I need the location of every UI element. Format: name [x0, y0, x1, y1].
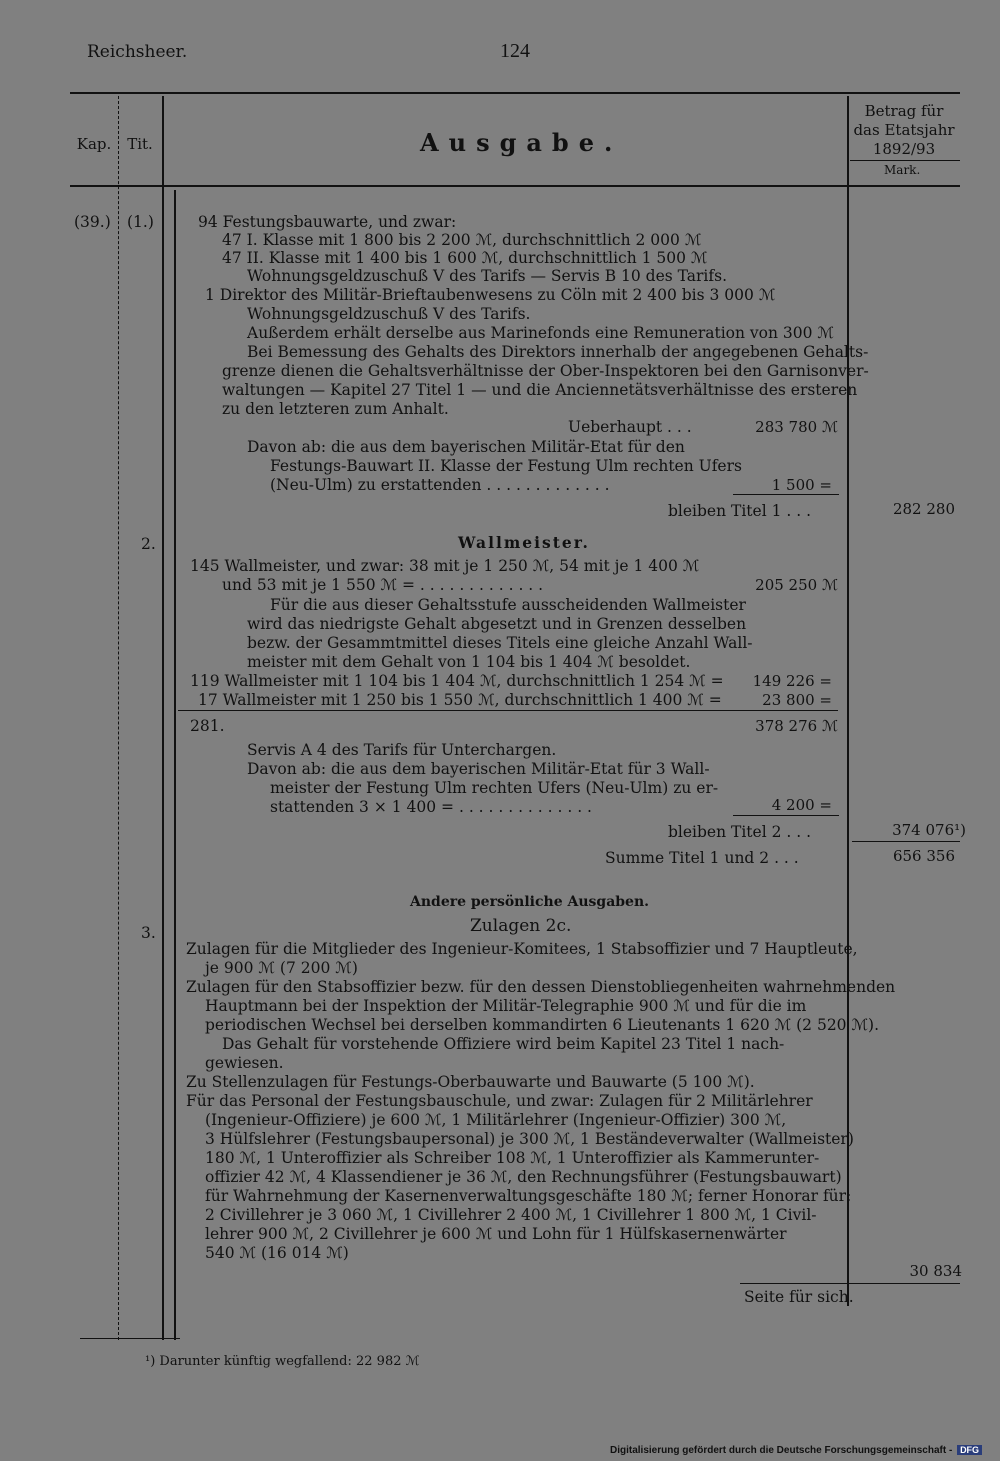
betrag-line-2: das Etatsjahr — [853, 121, 955, 139]
col-head-tit: Tit. — [127, 135, 153, 153]
text-line: 2 Civillehrer je 3 060 ℳ, 1 Civillehrer 2 400 ℳ, 1 Civillehrer 1 800 ℳ, 1 Civil- — [205, 1206, 817, 1224]
text-line: 1 Direktor des Militär-Brieftaubenwesens zu Cöln mit 2 400 bis 3 000 ℳ — [205, 286, 776, 304]
page-number: 124 — [500, 40, 530, 62]
text-line: zu den letzteren zum Anhalt. — [222, 400, 449, 418]
dfg-logo: DFG — [957, 1445, 982, 1455]
text-line: (Ingenieur-Offiziere) je 600 ℳ, 1 Militärlehrer (Ingenieur-Offizier) 300 ℳ, — [205, 1111, 787, 1129]
subtotal-rule — [733, 815, 839, 816]
text-line: Seite für sich. — [744, 1288, 854, 1306]
table-top-rule — [70, 92, 960, 94]
col-rule-amount — [847, 96, 849, 1306]
amount-summe: 656 356 — [892, 847, 955, 865]
text-line: Zulagen für die Mitglieder des Ingenieur-Komitees, 1 Stabsoffizier und 7 Hauptleute, — [186, 940, 858, 958]
text-line: und 53 mit je 1 550 ℳ = . . . . . . . . . . . . . — [222, 576, 544, 594]
text-line: Für das Personal der Festungsbauschule, und zwar: Zulagen für 2 Militärlehrer — [186, 1092, 813, 1110]
text-line: 119 Wallmeister mit 1 104 bis 1 404 ℳ, durchschnittlich 1 254 ℳ = — [190, 672, 724, 690]
text-line: bleiben Titel 1 . . . — [668, 502, 812, 520]
table-head-rule — [70, 185, 960, 187]
amount-ueberhaupt: 283 780 ℳ — [755, 418, 838, 436]
text-line: Wohnungsgeldzuschuß V des Tarifs — Servis B 10 des Tarifs. — [247, 267, 728, 285]
text-line: (Neu-Ulm) zu erstattenden . . . . . . . . . . . . . — [270, 476, 610, 494]
text-line: gewiesen. — [205, 1054, 284, 1072]
text-line: Festungs-Bauwart II. Klasse der Festung Ulm rechten Ufers — [270, 457, 742, 475]
amount-17: 23 800 = — [762, 691, 832, 709]
amount-wallmeister: 205 250 ℳ — [755, 576, 838, 594]
text-line: Davon ab: die aus dem bayerischen Militär-Etat für 3 Wall- — [247, 760, 710, 778]
amount-titel-1: 282 280 — [892, 500, 955, 518]
tit-number-2: 2. — [141, 535, 156, 553]
total-rule — [852, 841, 960, 842]
col-rule-text — [174, 190, 176, 1340]
text-line: Summe Titel 1 und 2 . . . — [605, 849, 799, 867]
col-head-kap: Kap. — [76, 135, 112, 153]
betrag-rule — [850, 160, 960, 161]
text-line: 17 Wallmeister mit 1 250 bis 1 550 ℳ, durchschnittlich 1 400 ℳ = — [198, 691, 722, 709]
page-total-rule — [740, 1283, 960, 1284]
table-bottom-rule — [80, 1338, 180, 1339]
text-line: je 900 ℳ (7 200 ℳ) — [205, 959, 358, 977]
betrag-line-3: 1892/93 — [872, 140, 936, 158]
kap-number: (39.) — [74, 213, 111, 231]
section-heading-andere: Andere persönliche Ausgaben. — [410, 894, 650, 910]
col-rule-kap — [118, 96, 120, 1340]
subtotal-rule — [733, 494, 839, 495]
text-line: bezw. der Gesammtmittel dieses Titels eine gleiche Anzahl Wall- — [247, 634, 753, 652]
col-head-mark: Mark. — [884, 163, 921, 177]
text-line: Davon ab: die aus dem bayerischen Militär-Etat für den — [247, 438, 685, 456]
text-line: meister der Festung Ulm rechten Ufers (Neu-Ulm) zu er- — [270, 779, 719, 797]
text-line: 94 Festungsbauwarte, und zwar: — [198, 213, 457, 231]
text-line: periodischen Wechsel bei derselben kommandirten 6 Lieutenants 1 620 ℳ (2 520 ℳ). — [205, 1016, 880, 1034]
text-line: wird das niedrigste Gehalt abgesetzt und in Grenzen desselben — [247, 615, 747, 633]
text-line: 145 Wallmeister, und zwar: 38 mit je 1 250 ℳ, 54 mit je 1 400 ℳ — [190, 557, 700, 575]
text-line: waltungen — Kapitel 27 Titel 1 — und die Anciennetätsverhältnisse des ersteren — [222, 381, 858, 399]
text-line: stattenden 3 × 1 400 = . . . . . . . . . . . . . . — [270, 798, 592, 816]
text-line: bleiben Titel 2 . . . — [668, 823, 812, 841]
digitization-credit — [610, 1445, 982, 1456]
text-line: 180 ℳ, 1 Unteroffizier als Schreiber 108 ℳ, 1 Unteroffizier als Kammerunter- — [205, 1149, 820, 1167]
amount-davon-1: 1 500 = — [771, 476, 832, 494]
betrag-line-1: Betrag für — [864, 102, 944, 120]
tit-number-3: 3. — [141, 924, 156, 942]
text-line: lehrer 900 ℳ, 2 Civillehrer je 600 ℳ und Lohn für 1 Hülfskasernenwärter — [205, 1225, 787, 1243]
section-heading-wallmeister: Wallmeister. — [458, 533, 590, 552]
col-head-betrag — [848, 102, 960, 159]
amount-titel-2: 374 076¹) — [892, 821, 966, 839]
section-heading-zulagen: Zulagen 2c. — [470, 916, 572, 936]
sum-rule — [178, 710, 838, 711]
col-rule-tit — [162, 96, 164, 1340]
text-line: für Wahrnehmung der Kasernenverwaltungsgeschäfte 180 ℳ; ferner Honorar für: — [205, 1187, 852, 1205]
tit-number-1: (1.) — [127, 213, 154, 231]
amount-119: 149 226 = — [752, 672, 832, 690]
amount-281: 378 276 ℳ — [755, 717, 838, 735]
text-line: Für die aus dieser Gehaltsstufe ausscheidenden Wallmeister — [270, 596, 746, 614]
amount-davon-2: 4 200 = — [771, 796, 832, 814]
footnote: ¹) Darunter künftig wegfallend: 22 982 ℳ — [145, 1354, 420, 1369]
text-line: offizier 42 ℳ, 4 Klassendiener je 36 ℳ, den Rechnungsführer (Festungsbauwart) — [205, 1168, 842, 1186]
text-line: Ueberhaupt . . . — [568, 418, 692, 436]
text-line: Das Gehalt für vorstehende Offiziere wird beim Kapitel 23 Titel 1 nach- — [222, 1035, 785, 1053]
text-line: Hauptmann bei der Inspektion der Militär-Telegraphie 900 ℳ und für die im — [205, 997, 807, 1015]
text-line: 3 Hülfslehrer (Festungsbaupersonal) je 300 ℳ, 1 Beständeverwalter (Wallmeister) — [205, 1130, 854, 1148]
text-line: 47 I. Klasse mit 1 800 bis 2 200 ℳ, durchschnittlich 2 000 ℳ — [222, 231, 702, 249]
table-title: Ausgabe. — [420, 128, 623, 157]
text-line: Bei Bemessung des Gehalts des Direktors innerhalb der angegebenen Gehalts- — [247, 343, 869, 361]
text-line: Servis A 4 des Tarifs für Unterchargen. — [247, 741, 557, 759]
text-line: Außerdem erhält derselbe aus Marinefonds eine Remuneration von 300 ℳ — [247, 324, 835, 342]
text-line: grenze dienen die Gehaltsverhältnisse der Ober-Inspektoren bei den Garnisonver- — [222, 362, 869, 380]
amount-titel-3: 30 834 — [909, 1262, 962, 1280]
text-line: 281. — [190, 717, 225, 735]
text-line: Zu Stellenzulagen für Festungs-Oberbauwarte und Bauwarte (5 100 ℳ). — [186, 1073, 755, 1091]
text-line: Wohnungsgeldzuschuß V des Tarifs. — [247, 305, 531, 323]
text-line: 47 II. Klasse mit 1 400 bis 1 600 ℳ, durchschnittlich 1 500 ℳ — [222, 249, 708, 267]
text-line: meister mit dem Gehalt von 1 104 bis 1 404 ℳ besoldet. — [247, 653, 691, 671]
credit-text: Digitalisierung gefördert durch die Deutsche Forschungsgemeinschaft - — [610, 1445, 953, 1456]
text-line: 540 ℳ (16 014 ℳ) — [205, 1244, 349, 1262]
text-line: Zulagen für den Stabsoffizier bezw. für den dessen Dienstobliegenheiten wahrnehmenden — [186, 978, 896, 996]
running-head: Reichsheer. — [87, 42, 188, 62]
